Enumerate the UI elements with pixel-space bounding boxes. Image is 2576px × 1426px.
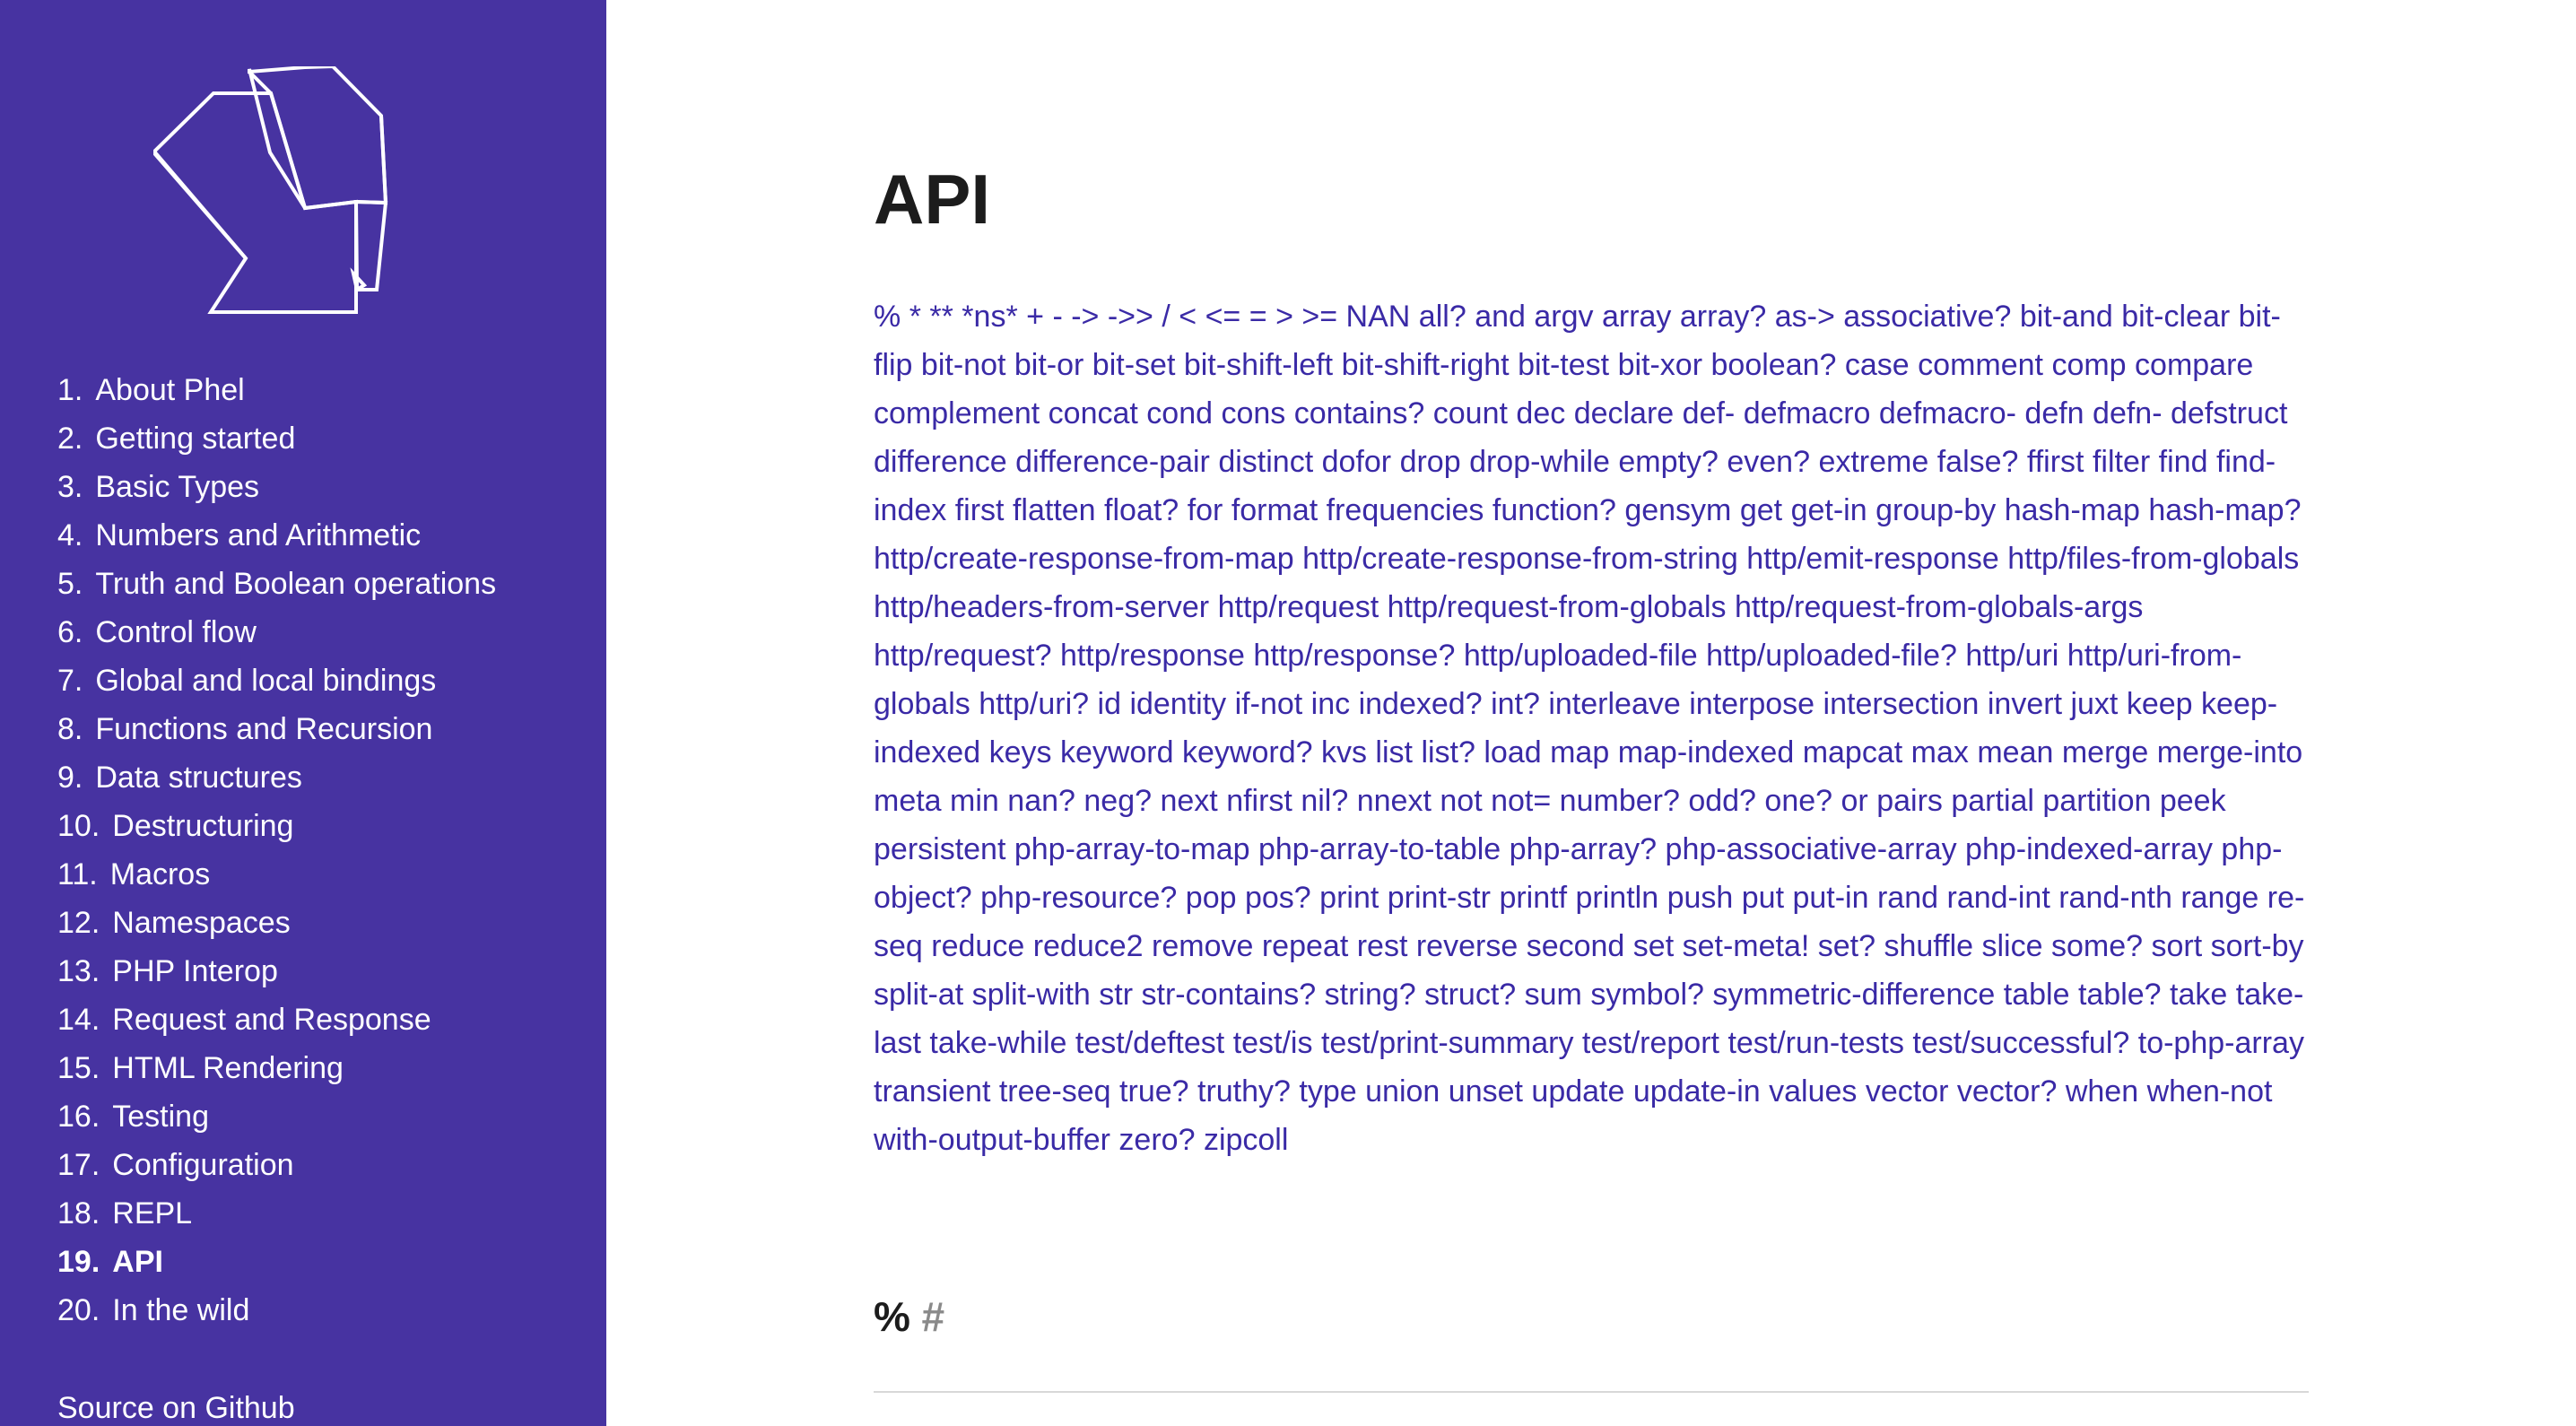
- api-function-link[interactable]: neg?: [1083, 784, 1153, 818]
- sidebar-item-number: 15.: [57, 1051, 100, 1085]
- api-function-link[interactable]: compare: [2135, 348, 2254, 382]
- api-function-link[interactable]: nfirst: [1226, 784, 1292, 818]
- api-function-link[interactable]: get-in: [1790, 493, 1867, 527]
- section-heading-name: %: [874, 1293, 910, 1340]
- api-function-link[interactable]: rest: [1356, 929, 1408, 963]
- sidebar-item-number: 10.: [57, 809, 100, 843]
- api-function-link[interactable]: update-in: [1632, 1074, 1761, 1109]
- sidebar-item[interactable]: [57, 1238, 496, 1286]
- api-function-link[interactable]: boolean?: [1710, 348, 1837, 382]
- api-function-link[interactable]: str-contains?: [1141, 978, 1317, 1012]
- sidebar-item-label: Global and local bindings: [95, 664, 437, 698]
- api-function-link[interactable]: extreme: [1818, 445, 1929, 479]
- api-function-link[interactable]: %: [874, 300, 901, 334]
- api-function-link[interactable]: slice: [1981, 929, 2043, 963]
- api-function-link[interactable]: table: [2003, 978, 2070, 1012]
- api-function-link[interactable]: http/uploaded-file?: [1706, 639, 1957, 673]
- phel-elephant-logo[interactable]: [149, 66, 454, 321]
- api-function-link[interactable]: distinct: [1218, 445, 1314, 479]
- api-function-link[interactable]: difference: [874, 445, 1007, 479]
- api-function-link[interactable]: range: [2180, 881, 2259, 915]
- sidebar-item[interactable]: [57, 608, 496, 656]
- api-function-link[interactable]: count: [1432, 396, 1508, 430]
- sidebar-item-label: Truth and Boolean operations: [95, 567, 497, 601]
- sidebar-item-number: 11.: [57, 857, 98, 891]
- api-function-link[interactable]: ffirst: [2026, 445, 2084, 479]
- api-function-link[interactable]: difference-pair: [1015, 445, 1210, 479]
- api-function-link[interactable]: defmacro: [1743, 396, 1871, 430]
- api-function-link[interactable]: cons: [1221, 396, 1286, 430]
- sidebar-item-number: 17.: [57, 1148, 100, 1182]
- api-function-link[interactable]: nan?: [1007, 784, 1075, 818]
- api-function-link[interactable]: test/report: [1581, 1026, 1719, 1060]
- api-function-link[interactable]: ->: [1071, 300, 1100, 334]
- api-function-link[interactable]: rand: [1876, 881, 1939, 915]
- api-function-link[interactable]: reverse: [1415, 929, 1519, 963]
- api-function-link[interactable]: peek: [2159, 784, 2226, 818]
- api-function-link[interactable]: -: [1052, 300, 1063, 334]
- sidebar-item-label: HTML Rendering: [112, 1051, 344, 1085]
- sidebar-item[interactable]: [57, 705, 496, 753]
- api-function-link[interactable]: http/request-from-globals-args: [1735, 590, 2144, 624]
- api-function-link[interactable]: keyword: [1059, 735, 1174, 770]
- api-function-link[interactable]: truthy?: [1197, 1074, 1291, 1109]
- sidebar-item-number: 2.: [57, 422, 83, 456]
- api-function-link[interactable]: reduce: [931, 929, 1025, 963]
- api-function-link[interactable]: not=: [1491, 784, 1552, 818]
- api-function-link[interactable]: >: [1275, 300, 1293, 334]
- api-function-link[interactable]: >=: [1301, 300, 1338, 334]
- api-function-link[interactable]: type: [1299, 1074, 1357, 1109]
- api-function-link[interactable]: find: [2158, 445, 2208, 479]
- sidebar-item[interactable]: [57, 899, 496, 947]
- api-function-link[interactable]: shuffle: [1884, 929, 1974, 963]
- api-function-link[interactable]: when-not: [2146, 1074, 2273, 1109]
- api-function-link[interactable]: http/emit-response: [1746, 542, 1999, 576]
- api-function-link[interactable]: defstruct: [2171, 396, 2288, 430]
- sidebar-item-number: 1.: [57, 373, 83, 407]
- api-function-link[interactable]: rand-int: [1946, 881, 2050, 915]
- sidebar-item-number: 6.: [57, 615, 83, 649]
- api-function-link[interactable]: def-: [1682, 396, 1736, 430]
- api-function-link[interactable]: indexed?: [1358, 687, 1483, 721]
- sidebar-item-label: Testing: [112, 1100, 209, 1134]
- sidebar-item-number: 12.: [57, 906, 100, 940]
- sidebar-item[interactable]: [57, 1141, 496, 1189]
- api-function-link[interactable]: as->: [1774, 300, 1835, 334]
- api-function-link[interactable]: meta: [874, 784, 942, 818]
- api-function-link[interactable]: map: [1550, 735, 1610, 770]
- api-function-link[interactable]: split-at: [874, 978, 964, 1012]
- api-function-link[interactable]: reduce2: [1032, 929, 1144, 963]
- api-function-link[interactable]: hash-map?: [2148, 493, 2302, 527]
- api-function-link[interactable]: some?: [2050, 929, 2144, 963]
- api-function-link[interactable]: hash-map: [2004, 493, 2140, 527]
- api-function-link[interactable]: array: [1601, 300, 1672, 334]
- api-function-link[interactable]: test/is: [1232, 1026, 1313, 1060]
- sidebar-item-label: Functions and Recursion: [95, 712, 433, 746]
- sidebar-item[interactable]: [57, 1092, 496, 1141]
- api-function-link[interactable]: pos?: [1244, 881, 1311, 915]
- api-function-link[interactable]: http/uri-from-globals: [874, 639, 2242, 721]
- api-function-link[interactable]: int?: [1491, 687, 1540, 721]
- api-function-link[interactable]: split-with: [971, 978, 1091, 1012]
- api-function-link[interactable]: drop-while: [1469, 445, 1610, 479]
- api-function-link[interactable]: repeat: [1261, 929, 1349, 963]
- api-function-link[interactable]: print: [1319, 881, 1379, 915]
- api-function-link[interactable]: php-array-to-table: [1258, 832, 1501, 866]
- api-function-link[interactable]: http/uri?: [979, 687, 1090, 721]
- api-function-link[interactable]: true?: [1119, 1074, 1189, 1109]
- api-function-link[interactable]: find-index: [874, 445, 2276, 527]
- api-function-link[interactable]: struct?: [1424, 978, 1517, 1012]
- api-function-link[interactable]: bit-or: [1014, 348, 1084, 382]
- sidebar-item[interactable]: [57, 1189, 496, 1238]
- api-function-link[interactable]: take-while: [929, 1026, 1067, 1060]
- sidebar-item-label: About Phel: [95, 373, 245, 407]
- sidebar-item[interactable]: [57, 366, 496, 414]
- api-function-link[interactable]: /: [1162, 300, 1171, 334]
- api-function-link[interactable]: test/run-tests: [1727, 1026, 1904, 1060]
- api-function-link[interactable]: keep-indexed: [874, 687, 2278, 770]
- api-function-link[interactable]: println: [1575, 881, 1659, 915]
- api-function-link[interactable]: frequencies: [1326, 493, 1484, 527]
- sidebar-item[interactable]: [57, 656, 496, 705]
- api-function-link[interactable]: dec: [1516, 396, 1566, 430]
- api-function-link[interactable]: filter: [2092, 445, 2151, 479]
- api-function-link[interactable]: dofor: [1321, 445, 1392, 479]
- api-function-link[interactable]: defn-: [2093, 396, 2163, 430]
- api-function-link[interactable]: symmetric-difference: [1712, 978, 1996, 1012]
- api-function-link[interactable]: update: [1531, 1074, 1625, 1109]
- api-function-link[interactable]: test/deftest: [1075, 1026, 1225, 1060]
- api-function-link[interactable]: pairs: [1876, 784, 1943, 818]
- api-function-link[interactable]: test/successful?: [1912, 1026, 2130, 1060]
- api-function-link[interactable]: array?: [1679, 300, 1767, 334]
- sidebar: [0, 0, 606, 1426]
- api-function-link[interactable]: symbol?: [1590, 978, 1704, 1012]
- api-function-link[interactable]: load: [1484, 735, 1542, 770]
- source-on-github-link[interactable]: Source on Github: [57, 1391, 295, 1425]
- sidebar-item[interactable]: [57, 802, 496, 850]
- api-function-link[interactable]: defn: [2024, 396, 2084, 430]
- divider: [874, 1391, 2309, 1393]
- api-function-link[interactable]: re-seq: [874, 881, 2305, 963]
- sidebar-nav: [57, 366, 496, 1335]
- sidebar-item-label: Configuration: [112, 1148, 294, 1182]
- sidebar-item[interactable]: [57, 1044, 496, 1092]
- api-function-link[interactable]: vector?: [1956, 1074, 2058, 1109]
- api-function-link[interactable]: str: [1099, 978, 1134, 1012]
- api-function-link[interactable]: php-associative-array: [1665, 832, 1957, 866]
- api-function-link[interactable]: max: [1910, 735, 1969, 770]
- api-function-link[interactable]: put: [1741, 881, 1785, 915]
- api-function-link[interactable]: bit-shift-left: [1183, 348, 1334, 382]
- api-function-link[interactable]: interpose: [1689, 687, 1815, 721]
- api-function-link[interactable]: group-by: [1875, 493, 1997, 527]
- api-function-link[interactable]: keyword?: [1182, 735, 1313, 770]
- api-function-link[interactable]: mean: [1977, 735, 2054, 770]
- api-function-link[interactable]: pop: [1185, 881, 1237, 915]
- api-function-link[interactable]: php-array?: [1509, 832, 1658, 866]
- api-function-link[interactable]: function?: [1492, 493, 1616, 527]
- api-function-link[interactable]: keep: [2126, 687, 2193, 721]
- api-function-link[interactable]: http/response: [1059, 639, 1245, 673]
- api-function-link[interactable]: and: [1475, 300, 1526, 334]
- api-function-link[interactable]: put-in: [1792, 881, 1869, 915]
- sidebar-item-label: In the wild: [112, 1293, 250, 1327]
- api-function-link[interactable]: or: [1841, 784, 1868, 818]
- api-function-link[interactable]: set-meta!: [1682, 929, 1810, 963]
- api-function-link[interactable]: persistent: [874, 832, 1006, 866]
- api-function-link[interactable]: associative?: [1843, 300, 2012, 334]
- api-function-link[interactable]: NAN: [1345, 300, 1411, 334]
- api-function-link[interactable]: printf: [1499, 881, 1568, 915]
- api-function-link[interactable]: php-object?: [874, 832, 2283, 915]
- api-function-link[interactable]: flatten: [1012, 493, 1096, 527]
- api-function-link[interactable]: case: [1844, 348, 1910, 382]
- api-function-link[interactable]: invert: [1987, 687, 2063, 721]
- sidebar-item-number: 13.: [57, 954, 100, 988]
- api-function-link[interactable]: tree-seq: [998, 1074, 1111, 1109]
- api-function-link[interactable]: +: [1026, 300, 1044, 334]
- api-function-link[interactable]: table?: [2077, 978, 2162, 1012]
- api-function-link[interactable]: http/request?: [874, 639, 1052, 673]
- sidebar-item[interactable]: [57, 463, 496, 511]
- api-function-link[interactable]: partial: [1951, 784, 2034, 818]
- api-function-link[interactable]: http/headers-from-server: [874, 590, 1210, 624]
- sidebar-item[interactable]: [57, 850, 496, 899]
- api-function-link[interactable]: print-str: [1387, 881, 1491, 915]
- api-function-link[interactable]: to-php-array: [2137, 1026, 2304, 1060]
- sidebar-item-label: Basic Types: [95, 470, 260, 504]
- api-function-link[interactable]: remove: [1152, 929, 1254, 963]
- sidebar-item-number: 19.: [57, 1245, 100, 1279]
- sidebar-item[interactable]: [57, 1286, 496, 1335]
- api-function-link[interactable]: second: [1526, 929, 1625, 963]
- api-function-link[interactable]: list: [1375, 735, 1413, 770]
- api-function-link[interactable]: list?: [1421, 735, 1475, 770]
- api-function-link[interactable]: *: [909, 300, 921, 334]
- api-function-link[interactable]: comp: [2051, 348, 2127, 382]
- api-function-link[interactable]: map-indexed: [1617, 735, 1795, 770]
- sidebar-item-label: Control flow: [95, 615, 257, 649]
- api-function-link[interactable]: rand-nth: [2058, 881, 2172, 915]
- api-function-link[interactable]: one?: [1764, 784, 1833, 818]
- sidebar-item[interactable]: [57, 753, 496, 802]
- api-function-link[interactable]: odd?: [1688, 784, 1756, 818]
- api-function-link[interactable]: string?: [1324, 978, 1416, 1012]
- api-function-link[interactable]: false?: [1936, 445, 2019, 479]
- api-function-link[interactable]: identity: [1129, 687, 1227, 721]
- api-function-link[interactable]: get: [1739, 493, 1783, 527]
- api-function-link[interactable]: **: [929, 300, 953, 334]
- api-function-link[interactable]: sort: [2151, 929, 2203, 963]
- section-heading: [874, 1284, 944, 1349]
- sidebar-item-label: Destructuring: [112, 809, 294, 843]
- api-function-link[interactable]: zero?: [1118, 1123, 1196, 1157]
- api-function-link[interactable]: unset: [1448, 1074, 1523, 1109]
- sidebar-item-label: PHP Interop: [112, 954, 278, 988]
- api-function-link[interactable]: php-resource?: [980, 881, 1178, 915]
- api-function-link[interactable]: take-last: [874, 978, 2304, 1060]
- sidebar-item-label: API: [112, 1245, 163, 1279]
- api-function-link[interactable]: defmacro-: [1878, 396, 2016, 430]
- api-function-link[interactable]: http/create-response-from-map: [874, 542, 1294, 576]
- api-function-link[interactable]: merge: [2061, 735, 2149, 770]
- api-function-link[interactable]: mapcat: [1802, 735, 1903, 770]
- sidebar-item-label: REPL: [112, 1196, 193, 1230]
- api-function-link[interactable]: bit-test: [1518, 348, 1610, 382]
- sidebar-item-number: 8.: [57, 712, 83, 746]
- api-function-link[interactable]: php-indexed-array: [1965, 832, 2213, 866]
- api-function-link[interactable]: take: [2170, 978, 2228, 1012]
- sidebar-item-label: Numbers and Arithmetic: [95, 518, 422, 552]
- api-function-link[interactable]: vector: [1865, 1074, 1949, 1109]
- api-function-link[interactable]: contains?: [1293, 396, 1425, 430]
- sidebar-item-label: Request and Response: [112, 1003, 431, 1037]
- api-function-link[interactable]: php-array-to-map: [1014, 832, 1250, 866]
- api-function-link[interactable]: comment: [1918, 348, 2043, 382]
- api-function-link[interactable]: drop: [1399, 445, 1461, 479]
- api-function-link[interactable]: sum: [1524, 978, 1582, 1012]
- sidebar-item-number: 7.: [57, 664, 83, 698]
- sidebar-item-number: 5.: [57, 567, 83, 601]
- api-function-link[interactable]: argv: [1534, 300, 1594, 334]
- api-function-index: [874, 292, 2309, 1164]
- sidebar-item-label: Getting started: [95, 422, 296, 456]
- api-function-link[interactable]: http/request-from-globals: [1387, 590, 1727, 624]
- api-function-link[interactable]: all?: [1418, 300, 1466, 334]
- api-function-link[interactable]: min: [950, 784, 999, 818]
- api-function-link[interactable]: merge-into: [2156, 735, 2303, 770]
- api-function-link[interactable]: format: [1231, 493, 1318, 527]
- api-function-link[interactable]: transient: [874, 1074, 991, 1109]
- api-function-link[interactable]: bit-and: [2019, 300, 2113, 334]
- api-function-link[interactable]: empty?: [1618, 445, 1719, 479]
- api-function-link[interactable]: with-output-buffer: [874, 1123, 1110, 1157]
- sidebar-item-number: 4.: [57, 518, 83, 552]
- api-function-link[interactable]: =: [1249, 300, 1267, 334]
- api-function-link[interactable]: declare: [1573, 396, 1675, 430]
- api-function-link[interactable]: not: [1440, 784, 1483, 818]
- api-function-link[interactable]: bit-set: [1092, 348, 1176, 382]
- api-function-link[interactable]: bit-clear: [2121, 300, 2231, 334]
- api-function-link[interactable]: id: [1097, 687, 1121, 721]
- api-function-link[interactable]: gensym: [1624, 493, 1732, 527]
- api-function-link[interactable]: bit-flip: [874, 300, 2281, 382]
- sidebar-item-number: 16.: [57, 1100, 100, 1134]
- api-function-link[interactable]: *ns*: [962, 300, 1018, 334]
- sidebar-item-number: 20.: [57, 1293, 100, 1327]
- sidebar-item[interactable]: [57, 560, 496, 608]
- api-function-link[interactable]: when: [2065, 1074, 2139, 1109]
- api-function-link[interactable]: ->>: [1107, 300, 1153, 334]
- api-function-link[interactable]: kvs: [1320, 735, 1367, 770]
- api-function-link[interactable]: set: [1632, 929, 1675, 963]
- sidebar-item[interactable]: [57, 414, 496, 463]
- api-function-link[interactable]: intersection: [1823, 687, 1980, 721]
- api-function-link[interactable]: float?: [1104, 493, 1179, 527]
- api-function-link[interactable]: bit-not: [920, 348, 1006, 382]
- api-function-link[interactable]: cond: [1146, 396, 1214, 430]
- api-function-link[interactable]: nil?: [1301, 784, 1349, 818]
- sidebar-item[interactable]: [57, 947, 496, 996]
- api-function-link[interactable]: http/files-from-globals: [2007, 542, 2300, 576]
- api-function-link[interactable]: partition: [2042, 784, 2152, 818]
- sidebar-item-label: Macros: [109, 857, 211, 891]
- sidebar-item[interactable]: [57, 996, 496, 1044]
- sidebar-item-number: 3.: [57, 470, 83, 504]
- api-function-link[interactable]: zipcoll: [1203, 1123, 1289, 1157]
- api-function-link[interactable]: http/response?: [1253, 639, 1456, 673]
- api-function-link[interactable]: http/uploaded-file: [1463, 639, 1698, 673]
- api-function-link[interactable]: juxt: [2070, 687, 2119, 721]
- api-function-link[interactable]: complement: [874, 396, 1040, 430]
- api-function-link[interactable]: test/print-summary: [1320, 1026, 1574, 1060]
- api-function-link[interactable]: even?: [1727, 445, 1810, 479]
- api-function-link[interactable]: concat: [1048, 396, 1138, 430]
- api-function-link[interactable]: <: [1179, 300, 1197, 334]
- api-function-link[interactable]: union: [1365, 1074, 1440, 1109]
- api-function-link[interactable]: bit-shift-right: [1341, 348, 1510, 382]
- api-function-link[interactable]: http/request: [1217, 590, 1379, 624]
- sidebar-item-label: Data structures: [95, 761, 302, 795]
- sidebar-item[interactable]: [57, 511, 496, 560]
- api-function-link[interactable]: set?: [1817, 929, 1876, 963]
- sidebar-item-number: 14.: [57, 1003, 100, 1037]
- api-function-link[interactable]: if-not: [1234, 687, 1303, 721]
- api-function-link[interactable]: number?: [1559, 784, 1680, 818]
- api-function-link[interactable]: nnext: [1356, 784, 1432, 818]
- api-function-link[interactable]: sort-by: [2210, 929, 2304, 963]
- api-function-link[interactable]: first: [954, 493, 1005, 527]
- sidebar-item-number: 9.: [57, 761, 83, 795]
- sidebar-item-label: Namespaces: [112, 906, 291, 940]
- sidebar-item-number: 18.: [57, 1196, 100, 1230]
- api-function-link[interactable]: for: [1187, 493, 1223, 527]
- api-function-link[interactable]: http/uri: [1965, 639, 2059, 673]
- page-title: API: [874, 160, 991, 239]
- anchor-link[interactable]: #: [920, 1293, 944, 1340]
- api-function-link[interactable]: push: [1667, 881, 1734, 915]
- api-function-link[interactable]: interleave: [1548, 687, 1681, 721]
- api-function-link[interactable]: bit-xor: [1617, 348, 1703, 382]
- api-function-link[interactable]: values: [1769, 1074, 1858, 1109]
- api-function-link[interactable]: keys: [988, 735, 1052, 770]
- api-function-link[interactable]: http/create-response-from-string: [1302, 542, 1738, 576]
- api-function-link[interactable]: <=: [1205, 300, 1241, 334]
- api-function-link[interactable]: next: [1160, 784, 1218, 818]
- api-function-link[interactable]: inc: [1310, 687, 1351, 721]
